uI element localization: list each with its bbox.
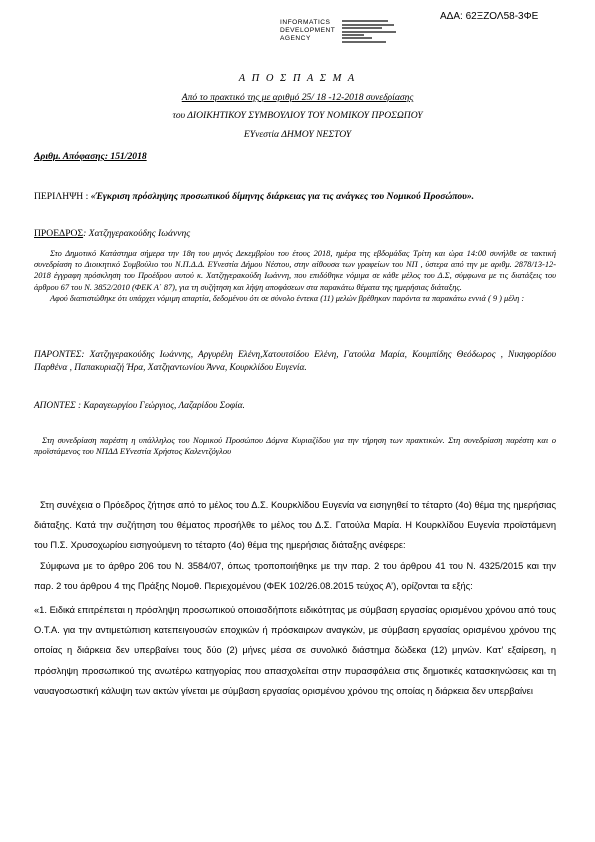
body-text — [34, 495, 556, 701]
entity-name: ΕΥνεστία ΔΗΜΟΥ ΝΕΣΤΟΥ — [243, 129, 352, 140]
intro-paragraph: Στο Δημοτικό Κατάστημα σήμερα την 18η του μηνός Δεκεμβρίου του έτους 2018, ημέρα της εβδομάδας Τρίτη και ώρα 14:00 συνήλθε σε τακτική συνεδρίαση το Διοικητικό Συμβούλιο του Ν.Π.Δ.Δ. ΕΥνεστία Δήμου Νέστου, στην αίθουσα των γραφείων του ΝΠ , ύστερα από την με αριθμ. 2878/13-12-2018 έγγραφη πρόσκληση του Προέδρου αυτού κ. Χατζηγερακούδη Ιωάννη, που επιδόθηκε νόμιμα σε κάθε μέλος του Δ.Σ, σύμφωνα με τις διατάξεις του άρθρου 67 του Ν. 3852/2010 (ΦΕΚ Α΄ 87), για τη συζήτηση και λήψη αποφάσεων στα παρακάτω θέματα της ημερήσιας διάταξης. — [34, 249, 556, 292]
meeting-intro — [34, 248, 556, 304]
body-paragraph: «1. Ειδικά επιτρέπεται η πρόσληψη προσωπικού οποιασδήποτε ειδικότητας με σύμβαση εργασίας ορισμένου χρόνου από τους Ο.Τ.Α. για την αντιμετώπιση κατεπειγουσών εποχικών ή πρόσκαιρων αναγκών, με σύμβαση εργασίας ορισμένου χρόνου της οποίας η διάρκεια δεν υπερβαίνει τους δύο (2) μήνες μέσα σε συνολικό διάστημα δώδεκα (12) μηνών. Κατ’ εξαίρεση, η πρόσληψη προσωπικού της ανωτέρω κατηγορίας που απασχολείται στην πυρασφάλεια στις δημοτικές κατασκηνώσεις και τη ναυαγοσωστική κάλυψη των ακτών γίνεται με σύμβαση εργασίας ορισμένου χρόνου της οποίας η διάρκεια δεν υπερβαίνει — [34, 605, 556, 696]
stamp-small-print — [342, 19, 402, 44]
decision-number: Αριθμ. Απόφασης: 151/2018 — [34, 151, 147, 162]
present-members: ΠΑΡΟΝΤΕΣ: Χατζηγερακούδης Ιωάννης, Αργυρέλη Ελένη,Χατουτσίδου Ελένη, Γατούλα Μαρία, Κουμπίδης Θεόδωρος , Νικηφορίδου Παρθένα , Παπακυριαζή Ήρα, Χατζηαντωνίου Άννα, Κουρκλίδου Ευγενία. — [34, 350, 556, 373]
agency-stamp-logo — [280, 19, 335, 43]
board-name: του ΔΙΟΙΚΗΤΙΚΟΥ ΣΥΜΒΟΥΛΙΟΥ ΤΟΥ ΝΟΜΙΚΟΥ ΠΡΟΣΩΠΟΥ — [172, 110, 423, 121]
stamp-line: AGENCY — [280, 35, 311, 42]
intro-paragraph: Αφού διαπιστώθηκε ότι υπάρχει νόμιμη απαρτία, δεδομένου ότι σε σύνολο έντεκα (11) μελών βρέθηκαν παρόντα τα παρακάτω εννιά ( 9 ) μέλη : — [50, 293, 525, 303]
body-paragraph: Σύμφωνα με το άρθρο 206 του Ν. 3584/07, όπως τροποποιήθηκε με την παρ. 2 του άρθρου 41 του Ν. 4325/2015 και την παρ. 2 του άρθρου 4 της Πράξης Νομοθ. Περιεχομένου (ΦΕΚ 102/26.08.2015 τεύχος Α’), ορίζονται τα εξής: — [34, 560, 556, 591]
stamp-line: INFORMATICS — [280, 19, 331, 26]
minutes-reference: Από το πρακτικό της με αριθμό 25/ 18 -12-2018 συνεδρίασης — [181, 92, 414, 103]
also-present — [34, 435, 556, 456]
absent-members: ΑΠΟΝΤΕΣ : Καραγεωργίου Γεώργιος, Λαζαρίδου Σοφία. — [34, 401, 245, 411]
body-paragraph: Στη συνέχεια ο Πρόεδρος ζήτησε από το μέλος του Δ.Σ. Κουρκλίδου Ευγενία να εισηγηθεί το τέταρτο (4ο) θέμα της ημερήσιας διάταξης. Κατά την συζήτηση του θέματος προσήλθε το μέλος του Δ.Σ. Γατούλα Μαρία. Η Κουρκλίδου Ευγενία προϊστάμενη του Π.Σ. Χρυσοχωρίου εισηγούμενη το τέταρτο (4ο) θέμα της ημερήσιας διάταξης ανέφερε: — [34, 500, 556, 551]
chair-label: ΠΡΟΕΔΡΟΣ — [34, 228, 84, 239]
chair-name: : Χατζηγερακούδης Ιωάννης — [83, 228, 191, 239]
ada-code: ΑΔΑ: 62ΞΖΟΛ58-3ΦΕ — [440, 11, 539, 22]
subject-label: ΠΕΡΙΛΗΨΗ : — [34, 191, 91, 202]
also-present-paragraph: Στη συνεδρίαση παρέστη η υπάλληλος του Νομικού Προσώπου Δόμνα Κυριαζίδου για την τήρηση των πρακτικών. Στη συνεδρίαση παρέστη και ο προϊστάμενος του ΝΠΔΔ ΕΥνεστία Χρήστος Καλεντζόγλου — [34, 435, 556, 456]
subject — [34, 187, 554, 206]
document-title: Α Π Ο Σ Π Α Σ Μ Α — [238, 73, 357, 84]
stamp-line: DEVELOPMENT — [280, 27, 336, 34]
chair — [34, 228, 190, 239]
subject-text: «Έγκριση πρόσληψης προσωπικού δίμηνης διάρκειας για τις ανάγκες του Νομικού Προσώπου». — [90, 191, 475, 202]
